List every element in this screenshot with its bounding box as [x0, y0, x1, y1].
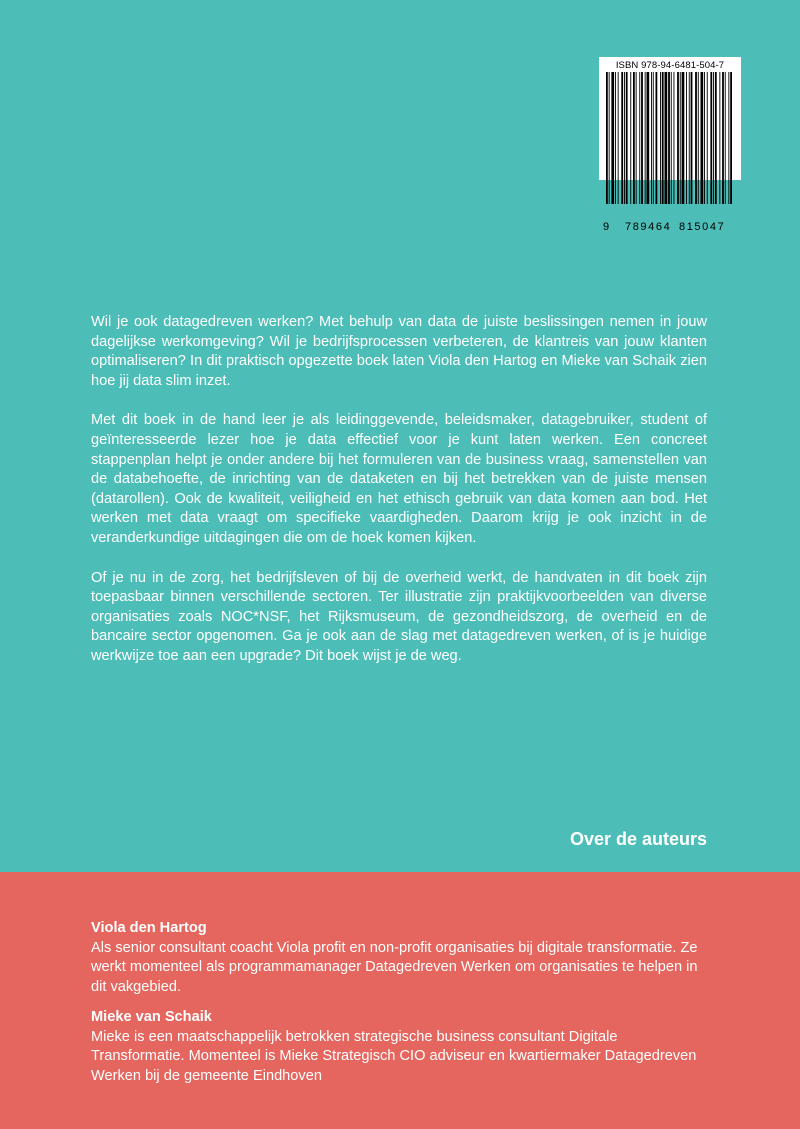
blurb-paragraph-1: Wil je ook datagedreven werken? Met behulp van data de juiste beslissingen nemen in jouw dagelijkse werkomgeving? Wil je bedrijfsprocessen verbeteren, de klantreis van jouw klanten optimaliseren? In dit praktisch opgezette boek laten Viola den Hartog en Mieke van Schaik zien hoe jij data slim inzet. [91, 314, 707, 389]
barcode-bars [603, 72, 737, 224]
back-cover-coral-panel [0, 872, 800, 1129]
barcode-bar [630, 72, 631, 204]
author-viola [91, 919, 711, 997]
ean-right-group: 815047 [679, 221, 726, 233]
barcode-bar [674, 72, 675, 204]
barcode-bar [691, 72, 693, 204]
barcode-bar [722, 72, 724, 204]
barcode-bar [660, 72, 661, 204]
barcode-bar [636, 72, 637, 204]
author-name: Viola den Hartog [91, 920, 207, 936]
barcode-bar [725, 72, 726, 204]
isbn-barcode [599, 57, 741, 233]
barcode-bar [641, 72, 643, 204]
barcode-bar [665, 72, 668, 204]
back-cover-blurb [91, 313, 707, 687]
barcode-bar [689, 72, 690, 204]
barcode-bar [671, 72, 672, 204]
barcode-bar [715, 72, 717, 204]
author-bio: Mieke is een maatschappelijk betrokken strategische business consultant Digitale Transformatie. Momenteel is Mieke Strategisch CIO adviseur en kwartiermaker Datagedreven Werken bij de gemeente Eindhoven [91, 1028, 697, 1084]
barcode-bar [713, 72, 714, 204]
barcode-bar [647, 72, 650, 204]
barcode-bar [621, 72, 623, 204]
blurb-paragraph-2: Met dit boek in de hand leer je als leidinggevende, beleidsmaker, datagebruiker, student of geïnteresseerde lezer hoe je data effectief voor je kunt laten werken. Een concreet stappenplan helpt je onder andere bij het formuleren van de business vraag, samenstellen van de databehoefte, de inrichting van de dataketen en bij het betrekken van de juiste mensen (datarollen). Ook de kwaliteit, veiligheid en het ethisch gebruik van data komen aan bod. Het werken met data vraagt om specifieke vaardigheden. Daarom krijg je ook inzicht in de veranderkundige uitdagingen die om de hoek komen kijken. [91, 412, 707, 546]
barcode-bar [704, 72, 705, 204]
barcode-bar [618, 72, 619, 204]
barcode-bar [695, 72, 697, 204]
author-mieke [91, 1008, 711, 1086]
about-authors-heading: Over de auteurs [569, 829, 707, 849]
ean-left-group: 789464 [625, 221, 672, 233]
barcode-bar [639, 72, 640, 204]
barcode-bar [656, 72, 658, 204]
barcode-bar [728, 72, 729, 204]
author-bio: Als senior consultant coacht Viola profit en non-profit organisaties bij digitale transformatie. Ze werkt momenteel als programmamanager Datagedreven Werken om organisaties te helpen in dit vakgebied. [91, 939, 698, 995]
barcode-bar [624, 72, 625, 204]
barcode-bar [701, 72, 704, 204]
barcode-bar [677, 72, 679, 204]
barcode-bar [615, 72, 616, 204]
barcode-bar [730, 72, 732, 204]
author-name: Mieke van Schaik [91, 1009, 212, 1025]
ean-first-digit: 9 [603, 221, 610, 233]
blurb-paragraph-3: Of je nu in de zorg, het bedrijfsleven of bij de overheid werkt, de handvaten in dit boek zijn toepasbaar binnen verschillende sectoren. Ter illustratie zijn praktijkvoorbeelden van diverse organisaties zoals NOC*NSF, het Rijksmuseum, de gezondheidszorg, de overheid en de bancaire sector opgenomen. Ga je ook aan de slag met datagedreven werken, of is je huidige werkwijze toe aan een upgrade? Dit boek wijst je de weg. [91, 569, 707, 664]
barcode-bar [626, 72, 628, 204]
barcode-bar [633, 72, 635, 204]
barcode-bar [668, 72, 670, 204]
barcode-bar [662, 72, 664, 204]
barcode-bar [710, 72, 712, 204]
barcode-bar [707, 72, 708, 204]
isbn-label: ISBN 978-94-6481-504-7 [615, 60, 725, 71]
barcode-bar [698, 72, 699, 204]
barcode-bar [651, 72, 652, 204]
barcode-bar [686, 72, 687, 204]
barcode-bar [653, 72, 654, 204]
barcode-bar [611, 72, 614, 204]
barcode-bar [606, 72, 608, 204]
barcode-bar [682, 72, 685, 204]
barcode-bar [719, 72, 720, 204]
barcode-bar [645, 72, 646, 204]
barcode-bar [609, 72, 610, 204]
barcode-bar [680, 72, 681, 204]
